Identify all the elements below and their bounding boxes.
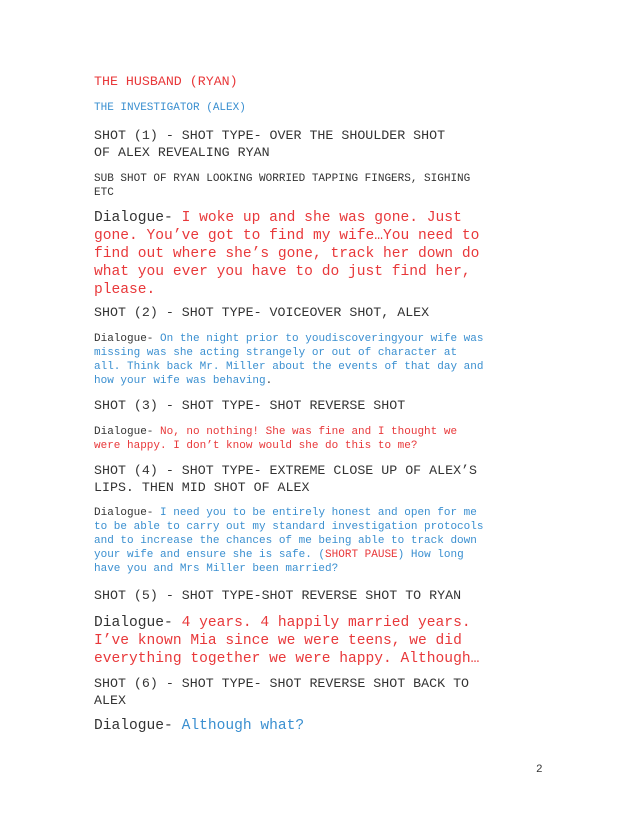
dialogue-label: Dialogue-	[94, 615, 182, 631]
shot2-dialogue-line1	[94, 332, 483, 346]
dialogue-text: I need you to be entirely honest and open for me	[160, 507, 477, 519]
dialogue-text: Although what?	[181, 718, 305, 734]
shot4-dialogue-line4	[94, 548, 464, 562]
dialogue-label: Dialogue-	[94, 426, 161, 438]
shot4-heading-line2: LIPS. THEN MID SHOT OF ALEX	[94, 480, 310, 495]
dialogue-text: No, no nothing! She was fine and I thought we	[160, 426, 458, 438]
shot1-sub-line1: SUB SHOT OF RYAN LOOKING WORRIED TAPPING FINGERS, SIGHING	[94, 173, 471, 185]
shot5-heading: SHOT (5) - SHOT TYPE-SHOT REVERSE SHOT TO RYAN	[94, 588, 462, 603]
shot1-dialogue-line4: what you ever you have to do just find her,	[94, 264, 471, 280]
shot4-dialogue-line3: and to increase the chances of me being able to track down	[94, 535, 477, 547]
dialogue-text: how your wife was behaving	[94, 375, 266, 387]
shot1-heading-line1: SHOT (1) - SHOT TYPE- OVER THE SHOULDER SHOT	[94, 128, 446, 143]
page-number: 2	[536, 764, 543, 776]
shot1-heading-line2: OF ALEX REVEALING RYAN	[94, 145, 270, 160]
shot3-dialogue-line1	[94, 425, 457, 439]
dialogue-label: Dialogue-	[94, 210, 182, 226]
shot5-dialogue-line1	[94, 614, 471, 632]
shot2-dialogue-line4	[94, 374, 272, 388]
shot6-heading-line2: ALEX	[94, 693, 126, 708]
dialogue-label: Dialogue-	[94, 333, 161, 345]
cast-investigator: THE INVESTIGATOR (ALEX)	[94, 102, 246, 114]
shot1-dialogue-line5: please.	[94, 282, 156, 298]
shot1-dialogue-line3: find out where she’s gone, track her down do	[94, 246, 480, 262]
shot6-heading-line1: SHOT (6) - SHOT TYPE- SHOT REVERSE SHOT BACK TO	[94, 676, 470, 691]
shot4-heading-line1: SHOT (4) - SHOT TYPE- EXTREME CLOSE UP OF ALEX’S	[94, 463, 478, 478]
dialogue-label: Dialogue-	[94, 718, 182, 734]
shot4-dialogue-line1	[94, 506, 477, 520]
shot4-dialogue-line2: to be able to carry out my standard investigation protocols	[94, 521, 484, 533]
shot4-dialogue-line5: have you and Mrs Miller been married?	[94, 563, 339, 575]
shot5-dialogue-line2: I’ve known Mia since we were teens, we did	[94, 633, 462, 649]
shot2-dialogue-line2: missing was she acting strangely or out of character at	[94, 347, 458, 359]
shot2-dialogue-line3: all. Think back Mr. Miller about the events of that day and	[94, 361, 484, 373]
shot3-heading: SHOT (3) - SHOT TYPE- SHOT REVERSE SHOT	[94, 398, 406, 413]
cast-husband: THE HUSBAND (RYAN)	[94, 74, 238, 89]
dialogue-text: 4 years. 4 happily married years.	[181, 615, 471, 631]
shot6-dialogue-line1	[94, 717, 304, 735]
dialogue-text: your wife and ensure she is safe. (	[94, 549, 326, 561]
shot1-dialogue-line2: gone. You’ve got to find my wife…You need to	[94, 228, 480, 244]
dialogue-text: On the night prior to youdiscoveringyour wife was	[160, 333, 484, 345]
shot5-dialogue-line3: everything together we were happy. Although…	[94, 651, 480, 667]
stage-direction: SHORT PAUSE	[325, 549, 398, 561]
dialogue-text: ) How long	[397, 549, 464, 561]
dialogue-period: .	[265, 375, 273, 387]
shot1-dialogue-line1	[94, 209, 462, 227]
shot1-sub-line2: ETC	[94, 187, 114, 199]
dialogue-label: Dialogue-	[94, 507, 161, 519]
shot3-dialogue-line2: were happy. I don’t know would she do this to me?	[94, 440, 418, 452]
shot2-heading: SHOT (2) - SHOT TYPE- VOICEOVER SHOT, ALEX	[94, 305, 430, 320]
dialogue-text: I woke up and she was gone. Just	[181, 210, 462, 226]
